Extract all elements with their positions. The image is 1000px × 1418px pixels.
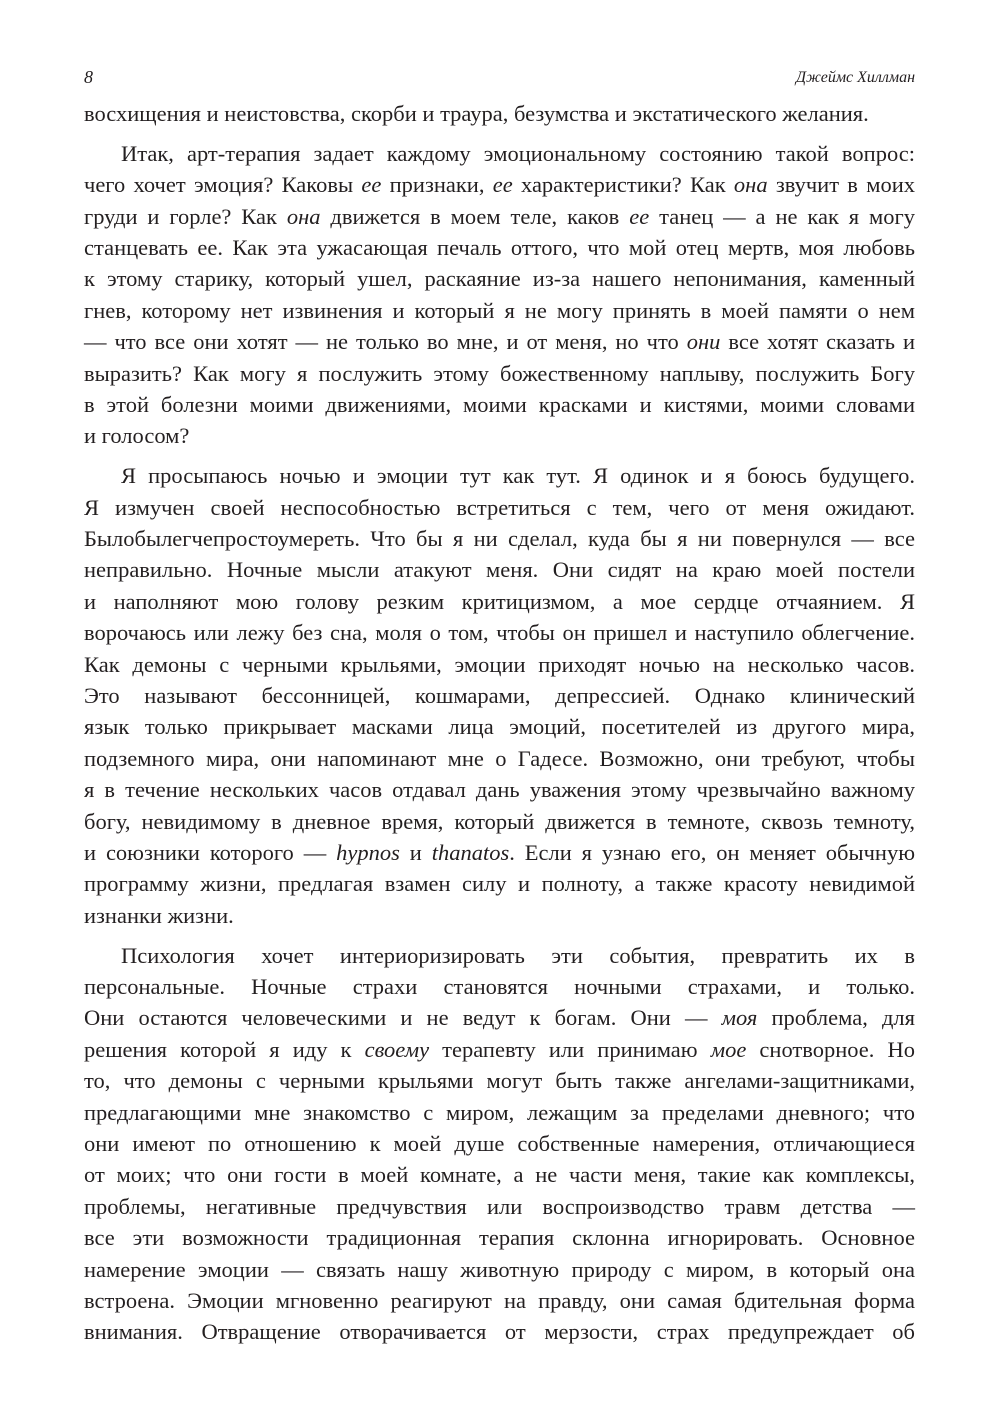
italic-emphasis: они [686,329,721,355]
text-line [84,743,915,774]
text-run: намерение эмоции — связать нашу животную природу с миром, в который она [84,1256,915,1282]
text-line [84,232,915,263]
text-line [84,1065,915,1096]
text-line [84,358,915,389]
text-run: проблемы, негативные предчувствия или воспроизводство травм детства — [84,1193,915,1219]
text-line [84,554,915,585]
text-run: в этой болезни моими движениями, моими красками и кистями, моими словами [84,392,915,418]
text-line [84,201,915,232]
text-line [84,492,915,523]
text-run: неправильно. Ночные мысли атакуют меня. Они сидят на краю моей постели [84,557,915,583]
text-run: — что все они хотят — не только во мне, и от меня, но что [84,329,687,355]
text-run: и голосом? [84,423,190,449]
text-run: они имеют по отношению к моей душе собственные намерения, отличающиеся [84,1131,915,1156]
text-run: выразить? Как могу я послужить этому божественному наплыву, послужить Богу [84,360,915,386]
text-line [84,774,915,805]
text-run: ворочаюсь или лежу без сна, моля о том, чтобы он пришел и наступило облегчение. [84,620,915,646]
text-run: внимания. Отвращение отворачивается от мерзости, страх предупреждает об [84,1319,915,1345]
text-run: танец — а не как я могу [649,203,915,229]
text-line [84,649,915,680]
text-run: гнев, которому нет извинения и который я не могу принять в моей памяти о нем [84,297,915,323]
text-line [84,1097,915,1128]
text-run: все хотят сказать и [720,329,915,355]
italic-emphasis: ее [629,203,650,229]
text-run: все эти возможности традиционная терапия склонна игнорировать. Основное [84,1225,915,1251]
text-run: богу, невидимому в дневное время, который движется в темноте, сквозь темноту, [84,808,915,834]
text-run: Я измучен своей неспособностью встретиться с тем, чего от меня ожидают. [84,494,915,520]
text-run: характеристики? Как [512,172,734,198]
text-run: я в течение нескольких часов отдавал дань уважения этому чрезвычайно важному [84,777,915,803]
text-run: к этому старику, который ушел, раскаяние из-за нашего непонимания, каменный [84,266,915,292]
text-run: язык только прикрывает масками лица эмоций, посетителей из другого мира, [84,714,915,740]
running-header [84,67,915,93]
text-line [84,1285,915,1316]
text-run: Это называют бессонницей, кошмарами, депрессией. Однако клинический [84,683,915,709]
text-line [84,295,915,326]
text-run: предлагающими мне знакомство с миром, лежащим за пределами дневного; что [84,1099,915,1125]
text-line [84,1159,915,1190]
text-run: программу жизни, предлагая взамен силу и полноту, а также красоту невидимой [84,871,915,897]
text-run: подземного мира, они напоминают мне о Гадесе. Возможно, они требуют, чтобы [84,745,915,771]
text-line [84,806,915,837]
italic-emphasis: своему [364,1036,430,1062]
text-run: и союзники которого — [84,839,337,865]
text-run: изнанки жизни. [84,902,234,928]
italic-emphasis: моя [721,1005,758,1031]
text-line [84,586,915,617]
text-line [84,1222,915,1253]
italic-emphasis: thanatos [431,839,510,865]
text-run: проблема, для [757,1005,915,1031]
text-line [84,420,915,451]
text-run: восхищения и неистовства, скорби и траура, безумства и экстатического желания. [84,101,869,126]
text-line [84,389,915,420]
text-line [84,98,915,129]
paragraph [84,940,915,1348]
text-line [84,460,915,491]
italic-emphasis: она [733,172,768,198]
text-line [84,940,915,971]
text-run: встроена. Эмоции мгновенно реагируют на правду, они самая бдительная форма [84,1287,915,1313]
text-line [84,617,915,648]
text-run: снотворное. Но [746,1036,915,1062]
text-run: Психология хочет интериоризировать эти события, превратить их в [121,942,915,968]
text-run: от моих; что они гости в моей комнате, а не части меня, такие как комплексы, [84,1162,915,1188]
text-run: движется в моем теле, каков [320,203,630,229]
text-line [84,523,915,554]
text-line [84,711,915,742]
text-run: то, что демоны с черными крыльями могут быть также ангелами-защитниками, [84,1068,915,1094]
text-run: Былобылегчепростоумереть. Что бы я ни сделал, куда бы я ни повернулся — все [84,526,915,552]
italic-emphasis: ее [361,172,382,198]
text-line [84,1128,915,1159]
italic-emphasis: hypnos [336,839,400,865]
text-line [84,169,915,200]
italic-emphasis: ее [492,172,513,198]
text-run: Как демоны с черными крыльями, эмоции приходят ночью на несколько часов. [84,651,915,677]
text-run: Итак, арт-терапия задает каждому эмоциональному состоянию такой вопрос: [121,140,915,166]
text-run: станцевать ее. Как эта ужасающая печаль оттого, что мой отец мертв, моя любовь [84,235,915,261]
text-run: и [399,839,432,865]
text-run: терапевту или принимаю [429,1036,711,1062]
text-line [84,680,915,711]
italic-emphasis: она [286,203,321,229]
text-run: . Если я узнаю его, он меняет обычную [509,839,916,865]
text-run: персональные. Ночные страхи становятся ночными страхами, и только. [84,974,915,1000]
running-head-author: Джеймс Хиллман [795,69,915,86]
text-run: признаки, [381,172,493,198]
text-run: и наполняют мою голову резким критицизмом, а мое сердце отчаянием. Я [84,588,915,614]
body-text [84,98,915,1356]
text-line [84,1191,915,1222]
paragraph [84,460,915,931]
text-line [84,837,915,868]
text-run: Я просыпаюсь ночью и эмоции тут как тут. Я одинок и я боюсь будущего. [121,463,915,489]
paragraph [84,138,915,452]
text-run: звучит в моих [767,172,915,198]
text-line [84,1002,915,1033]
italic-emphasis: мое [710,1036,747,1062]
text-run: груди и горле? Как [84,203,287,229]
text-run: решения которой я иду к [84,1036,365,1062]
text-line [84,1316,915,1347]
page-number: 8 [84,67,93,87]
text-line [84,1254,915,1285]
text-line [84,138,915,169]
paragraph [84,98,915,129]
text-line [84,900,915,931]
text-line [84,326,915,357]
text-line [84,263,915,294]
text-run: Они остаются человеческими и не ведут к богам. Они — [84,1005,722,1031]
text-line [84,868,915,899]
text-run: чего хочет эмоция? Каковы [84,172,362,198]
text-line [84,971,915,1002]
text-line [84,1034,915,1065]
